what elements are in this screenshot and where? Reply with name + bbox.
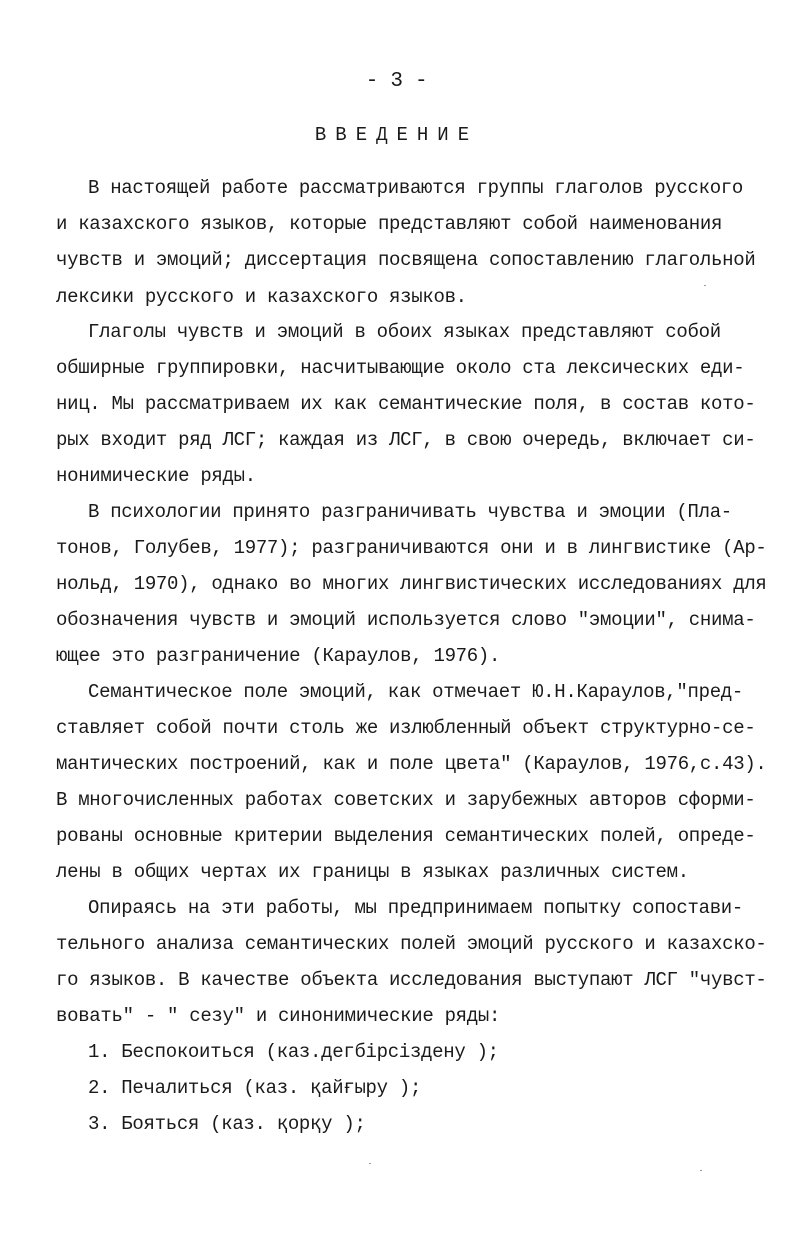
list-item: 1. Беспокоиться (каз.дегбірсізденy ); xyxy=(88,1041,499,1063)
text-line: вовать" - " сезу" и синонимические ряды: xyxy=(56,1005,501,1027)
text-line: Семантическое поле эмоций, как отмечает Ю.Н.Караулов,"пред- xyxy=(88,681,744,703)
text-line: тельного анализа семантических полей эмоций русского и казахско- xyxy=(56,933,767,955)
text-line: чувств и эмоций; диссертация посвящена сопоставлению глагольной xyxy=(56,249,756,271)
text-line: лексики русского и казахского языков. xyxy=(56,286,467,308)
text-line: тонов, Голубев, 1977); разграничиваются они и в лингвистике (Ар- xyxy=(56,537,767,559)
scan-speck xyxy=(704,285,706,286)
text-line: и казахского языков, которые представляют собой наименования xyxy=(56,213,723,235)
text-line: В психологии принято разграничивать чувства и эмоции (Пла- xyxy=(88,501,732,523)
page-number: - 3 - xyxy=(365,70,428,93)
text-line: го языков. В качестве объекта исследования выступают ЛСГ "чувст- xyxy=(56,969,767,991)
text-line: нонимические ряды. xyxy=(56,465,256,487)
text-line: ющее это разграничение (Караулов, 1976). xyxy=(56,645,501,667)
text-line: рых входит ряд ЛСГ; каждая из ЛСГ, в свою очередь, включает си- xyxy=(56,429,756,451)
text-line: нольд, 1970), однако во многих лингвистических исследованиях для xyxy=(56,573,767,595)
text-line: Опираясь на эти работы, мы предпринимаем попытку сопостави- xyxy=(88,897,744,919)
section-title: ВВЕДЕНИЕ xyxy=(314,124,479,146)
text-line: обозначения чувств и эмоций используется слово "эмоции", снима- xyxy=(56,609,756,631)
text-line: В многочисленных работах советских и зарубежных авторов сформи- xyxy=(56,789,756,811)
list-item: 2. Печалиться (каз. қайғыру ); xyxy=(88,1077,422,1099)
text-line: обширные группировки, насчитывающие около ста лексических еди- xyxy=(56,357,745,379)
text-line: Глаголы чувств и эмоций в обоих языках представляют собой xyxy=(88,321,721,343)
text-line: ниц. Мы рассматриваем их как семантические поля, в состав кото- xyxy=(56,393,756,415)
text-line: рованы основные критерии выделения семантических полей, опреде- xyxy=(56,825,756,847)
text-line: ставляет собой почти столь же излюбленный объект структурно-се- xyxy=(56,717,756,739)
text-line: В настоящей работе рассматриваются группы глаголов русского xyxy=(88,177,744,199)
text-line: мантических построений, как и поле цвета" (Караулов, 1976,с.43). xyxy=(56,753,767,775)
scan-speck xyxy=(700,1170,702,1171)
scan-speck xyxy=(369,1163,371,1164)
text-line: лены в общих чертах их границы в языках различных систем. xyxy=(56,861,689,883)
list-item: 3. Бояться (каз. қорқу ); xyxy=(88,1113,366,1135)
